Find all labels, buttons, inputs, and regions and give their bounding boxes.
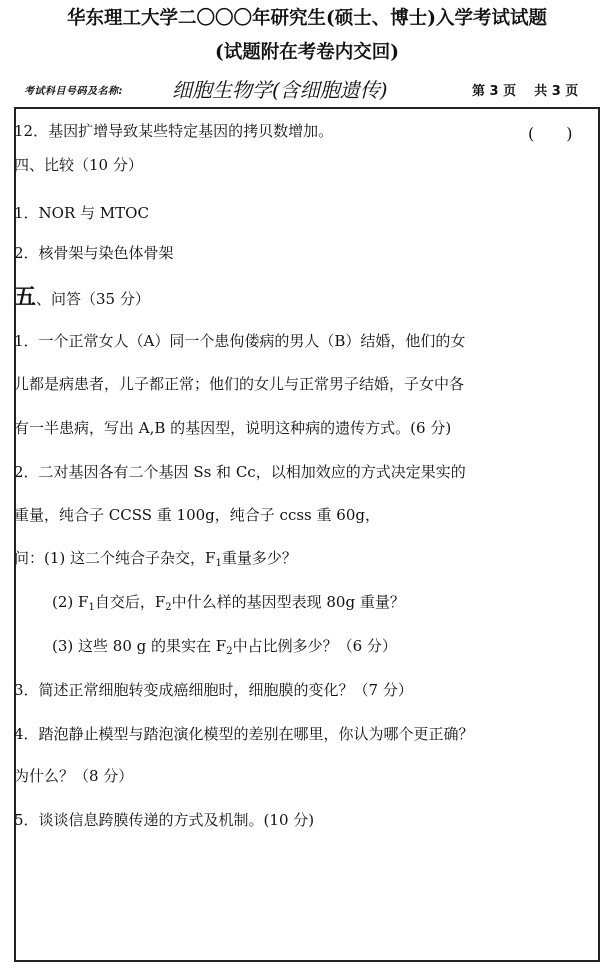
question-12: 12．基因扩增导致某些特定基因的拷贝数增加。: [14, 122, 334, 140]
answer-frame: [14, 107, 600, 962]
answer-2-sub-1: [14, 548, 297, 574]
answer-bracket: ( ): [528, 124, 573, 143]
page-info: 第 3 页 共 3 页: [472, 84, 579, 99]
sub-1-text-end: 重量多少？: [221, 549, 297, 567]
answer-1-line-2: 儿都是病患者，儿子都正常；他们的女儿与正常男子结婚，子女中各: [14, 375, 465, 393]
answer-4-line-1: 4．踏泡静止模型与踏泡演化模型的差别在哪里，你认为哪个更正确？: [14, 725, 474, 743]
answer-2-sub-2: [52, 592, 405, 618]
subject-label: 考试科目号码及名称:: [24, 86, 123, 97]
subject-handwritten: 细胞生物学(含细胞遗传): [172, 78, 388, 102]
sub-2-text: (2) F: [52, 593, 89, 611]
sub-2-text-end: 中什么样的基因型表现 80g 重量？: [171, 593, 405, 611]
answer-1-line-1: 1．一个正常女人（A）同一个患佝偻病的男人（B）结婚，他们的女: [14, 332, 466, 350]
answer-4-line-2: 为什么？（8 分）: [14, 767, 134, 785]
answer-1-line-3: 有一半患病，写出 A,B 的基因型，说明这种病的遗传方式。(6 分): [14, 419, 452, 437]
subscript: 2: [226, 646, 233, 657]
subscript: 2: [165, 602, 172, 613]
section-5-numeral: 五: [14, 284, 37, 310]
exam-title: 华东理工大学二〇〇〇年研究生(硕士、博士)入学考试试题: [66, 8, 547, 29]
sub-2-text-mid: 自交后，F: [94, 593, 166, 611]
subscript: 1: [88, 602, 95, 613]
section-4-heading: 四、比较（10 分）: [14, 156, 143, 174]
compare-item-1: 1．NOR 与 MTOC: [14, 204, 149, 222]
subject-bar: [14, 74, 594, 100]
answer-3: 3．简述正常细胞转变成癌细胞时，细胞膜的变化？（7 分）: [14, 681, 413, 699]
sub-3-text-end: 中占比例多少？（6 分）: [232, 637, 397, 655]
section-5-label: 、问答（35 分）: [36, 290, 150, 308]
answer-2-line-2: 重量，纯合子 CCSS 重 100g，纯合子 ccss 重 60g，: [14, 506, 380, 524]
answer-2-line-1: 2．二对基因各有二个基因 Ss 和 Cc，以相加效应的方式决定果实的: [14, 463, 466, 481]
exam-subtitle: (试题附在考卷内交回): [214, 42, 399, 63]
section-5-heading: [14, 284, 150, 310]
sub-3-text: (3) 这些 80 g 的果实在 F: [52, 637, 227, 655]
answer-5: 5．谈谈信息跨膜传递的方式及机制。(10 分): [14, 811, 315, 829]
subscript: 1: [215, 558, 222, 569]
answer-2-sub-3: [52, 636, 397, 662]
compare-item-2: 2．核骨架与染色体骨架: [14, 244, 174, 262]
sub-1-text: 问：(1) 这二个纯合子杂交，F: [14, 549, 216, 567]
